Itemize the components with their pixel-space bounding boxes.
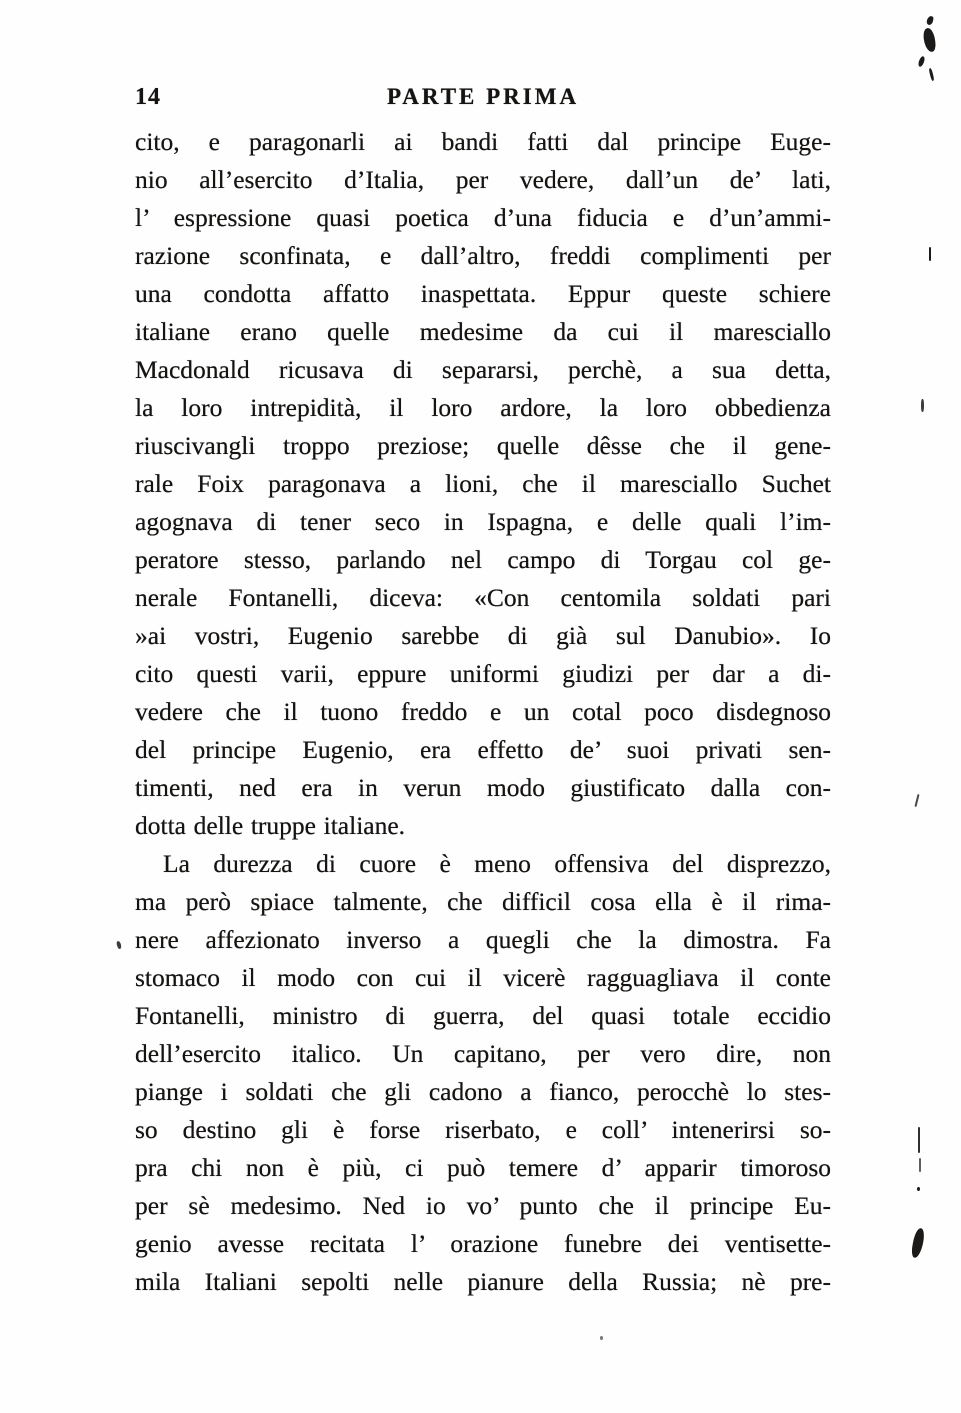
text-line: ma però spiace talmente, che difficil cosa ella è il rima- bbox=[135, 887, 831, 916]
text-line: l’ espressione quasi poetica d’una fiducia e d’un’ammi- bbox=[135, 203, 831, 232]
text-line: nere affezionato inverso a quegli che la dimostra. Fa bbox=[135, 925, 831, 954]
paragraph-1 bbox=[135, 123, 831, 845]
text-line: agognava di tener seco in Ispagna, e delle quali l’im- bbox=[135, 507, 831, 536]
text-line: riuscivangli troppo preziose; quelle dêsse che il gene- bbox=[135, 431, 831, 460]
text-line: piange i soldati che gli cadono a fianco, perocchè lo stes- bbox=[135, 1077, 831, 1106]
text-line: mila Italiani sepolti nelle pianure della Russia; nè pre- bbox=[135, 1267, 831, 1296]
ink-speck bbox=[910, 1227, 925, 1258]
text-line: cito questi varii, eppure uniformi giudizi per dar a di- bbox=[135, 659, 831, 688]
text-line: la loro intrepidità, il loro ardore, la loro obbedienza bbox=[135, 393, 831, 422]
ink-speck bbox=[917, 55, 925, 67]
text-line: stomaco il modo con cui il vicerè ragguagliava il conte bbox=[135, 963, 831, 992]
text-line: dell’esercito italico. Un capitano, per vero dire, non bbox=[135, 1039, 831, 1068]
ink-speck bbox=[921, 399, 924, 412]
running-title: PARTE PRIMA bbox=[386, 84, 580, 109]
body-text bbox=[135, 123, 831, 1301]
text-line: dotta delle truppe italiane. bbox=[135, 811, 406, 840]
text-line: La durezza di cuore è meno offensiva del disprezzo, bbox=[163, 849, 831, 878]
ink-speck bbox=[922, 27, 936, 52]
text-line: timenti, ned era in verun modo giustificato dalla con- bbox=[135, 773, 831, 802]
ink-speck bbox=[928, 68, 934, 81]
ink-speck bbox=[116, 941, 122, 950]
ink-speck bbox=[600, 1336, 603, 1340]
text-line: del principe Eugenio, era effetto de’ suoi privati sen- bbox=[135, 735, 831, 764]
page-number: 14 bbox=[135, 84, 161, 110]
text-line: »ai vostri, Eugenio sarebbe di già sul Danubio». Io bbox=[135, 621, 831, 650]
text-line: so destino gli è forse riserbato, e coll’ intenerirsi so- bbox=[135, 1115, 831, 1144]
paragraph-2 bbox=[135, 845, 831, 1301]
running-header bbox=[135, 84, 831, 116]
text-line: Fontanelli, ministro di guerra, del quasi totale eccidio bbox=[135, 1001, 831, 1030]
text-line: cito, e paragonarli ai bandi fatti dal principe Euge- bbox=[135, 127, 831, 156]
text-line: nerale Fontanelli, diceva: «Con centomila soldati pari bbox=[135, 583, 831, 612]
text-line: rale Foix paragonava a lioni, che il maresciallo Suchet bbox=[135, 469, 831, 498]
text-line: nio all’esercito d’Italia, per vedere, dall’un de’ lati, bbox=[135, 165, 831, 194]
text-line: genio avesse recitata l’ orazione funebre dei ventisette- bbox=[135, 1229, 831, 1258]
text-line: vedere che il tuono freddo e un cotal poco disdegnoso bbox=[135, 697, 831, 726]
text-line: peratore stesso, parlando nel campo di Torgau col ge- bbox=[135, 545, 831, 574]
ink-speck bbox=[914, 794, 919, 807]
text-line: Macdonald ricusava di separarsi, perchè, a sua detta, bbox=[135, 355, 831, 384]
ink-speck bbox=[917, 1187, 920, 1191]
ink-speck bbox=[926, 15, 934, 25]
text-line: una condotta affatto inaspettata. Eppur queste schiere bbox=[135, 279, 831, 308]
ink-speck bbox=[918, 1127, 920, 1153]
ink-speck bbox=[919, 1158, 921, 1172]
ink-speck bbox=[929, 247, 931, 261]
text-line: razione sconfinata, e dall’altro, freddi complimenti per bbox=[135, 241, 831, 270]
text-line: italiane erano quelle medesime da cui il maresciallo bbox=[135, 317, 831, 346]
text-line: pra chi non è più, ci può temere d’ apparir timoroso bbox=[135, 1153, 831, 1182]
text-line: per sè medesimo. Ned io vo’ punto che il principe Eu- bbox=[135, 1191, 831, 1220]
